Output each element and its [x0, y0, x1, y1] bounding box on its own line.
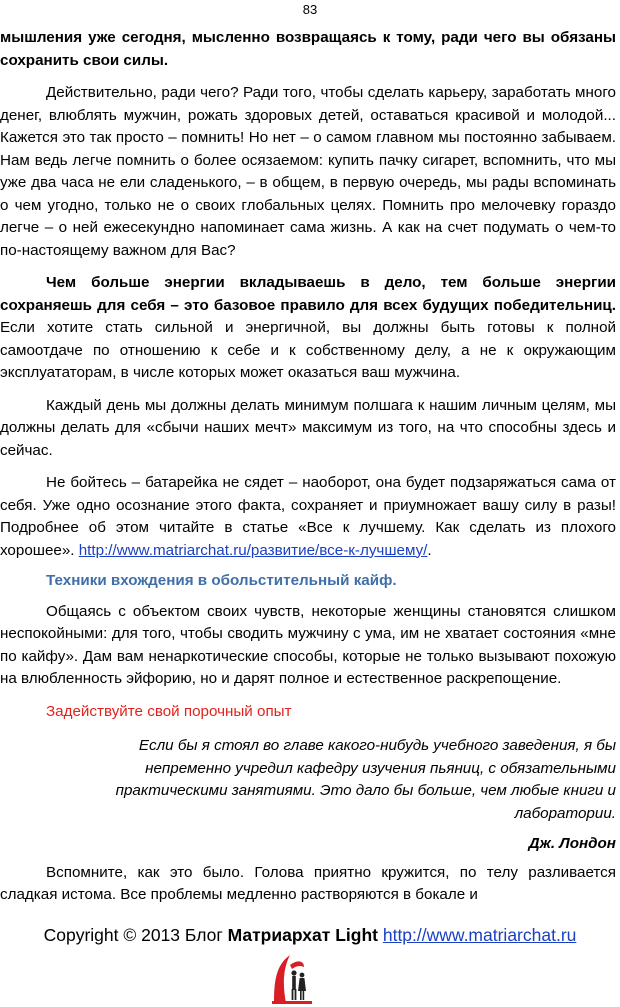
section-heading: Техники вхождения в обольстительный кайф. [46, 572, 397, 589]
bold-text: мышления уже сегодня, мысленно возвращаясь к тому, ради чего вы обязаны сохранить свои силы. [0, 29, 616, 69]
paragraph-text: Если хотите стать сильной и энергичной, вы должны быть готовы к полной самоотдаче по отношению к себе и к собственному делу, а не к окружающим эксплуататорам, в числе которых может оказаться ваш мужчина. [0, 319, 616, 381]
paragraph [0, 272, 616, 385]
article-link[interactable]: http://www.matriarchat.ru/развитие/все-к-лучшему/ [78, 541, 428, 559]
paragraph-end: . [427, 541, 432, 559]
paragraph-text: Не бойтесь – батарейка не сядет – наоборот, она будет подзаряжаться сама от себя. Уже одно осознание этого факта, сохраняет и приумножает вашу силу в разы! Подробнее об этом читайте в статье «Все к лучшему. Как сделать из плохого хорошее». [0, 474, 616, 559]
paragraph: Действительно, ради чего? Ради того, чтобы сделать карьеру, заработать много денег, влюблять мужчин, рожать здоровых детей, оставаться красивой и молодой... Кажется это так просто – помнить! Но нет – о самом главном мы постоянно забываем. Нам ведь легче помнить о более осязаемом: купить пачку сигарет, вспомнить, что мы уже два часа не ели сладенького, – в общем, в первую очередь, мы рады вспоминать о чем угодно, только не о своих глобальных целях. Помнить про мелочевку гораздо легче – о ней ежесекундно напоминает сама жизнь. А как на счет подумать о чем-то по-настоящему важном для Вас? [0, 84, 616, 259]
footer [0, 925, 620, 946]
blog-url-link[interactable]: http://www.matriarchat.ru [382, 925, 577, 945]
copyright-text: Copyright © 2013 Блог [43, 925, 228, 945]
epigraph-quote: Если бы я стоял во главе какого-нибудь учебного заведения, я бы непременно учредил кафедру изучения пьяниц, с обязательными практическими занятиями. Это дало бы больше, чем любые книги и лаборатории. [115, 737, 616, 822]
paragraph: Вспомните, как это было. Голова приятно кружится, по телу разливается сладкая истома. Все проблемы медленно растворяются в бокале и [0, 863, 616, 903]
subsection-heading: Задействуйте свой порочный опыт [46, 702, 292, 720]
matriarchat-logo-icon [270, 951, 314, 1005]
page-number: 83 [302, 2, 318, 17]
blog-name: Матриархат Light [227, 925, 378, 945]
paragraph: Каждый день мы должны делать минимум полшага к нашим личным целям, мы должны делать для «сбычи наших мечт» максимум из того, на что способны здесь и сейчас. [0, 396, 616, 459]
epigraph-author: Дж. Лондон [528, 835, 616, 852]
paragraph [0, 472, 616, 562]
paragraph [0, 27, 616, 72]
page-content [0, 27, 620, 917]
paragraph: Общаясь с объектом своих чувств, некоторые женщины становятся слишком неспокойными: для того, чтобы сводить мужчину с ума, им не хватает состояния «мне по кайфу». Дам вам ненаркотические способы, которые не только вызывают похожую на влюбленность эйфорию, но и дарят полное и естественное раскрепощение. [0, 602, 616, 687]
bold-rule-text: Чем больше энергии вкладываешь в дело, тем больше энергии сохраняешь для себя – это базовое правило для всех будущих победительниц. [0, 274, 616, 314]
